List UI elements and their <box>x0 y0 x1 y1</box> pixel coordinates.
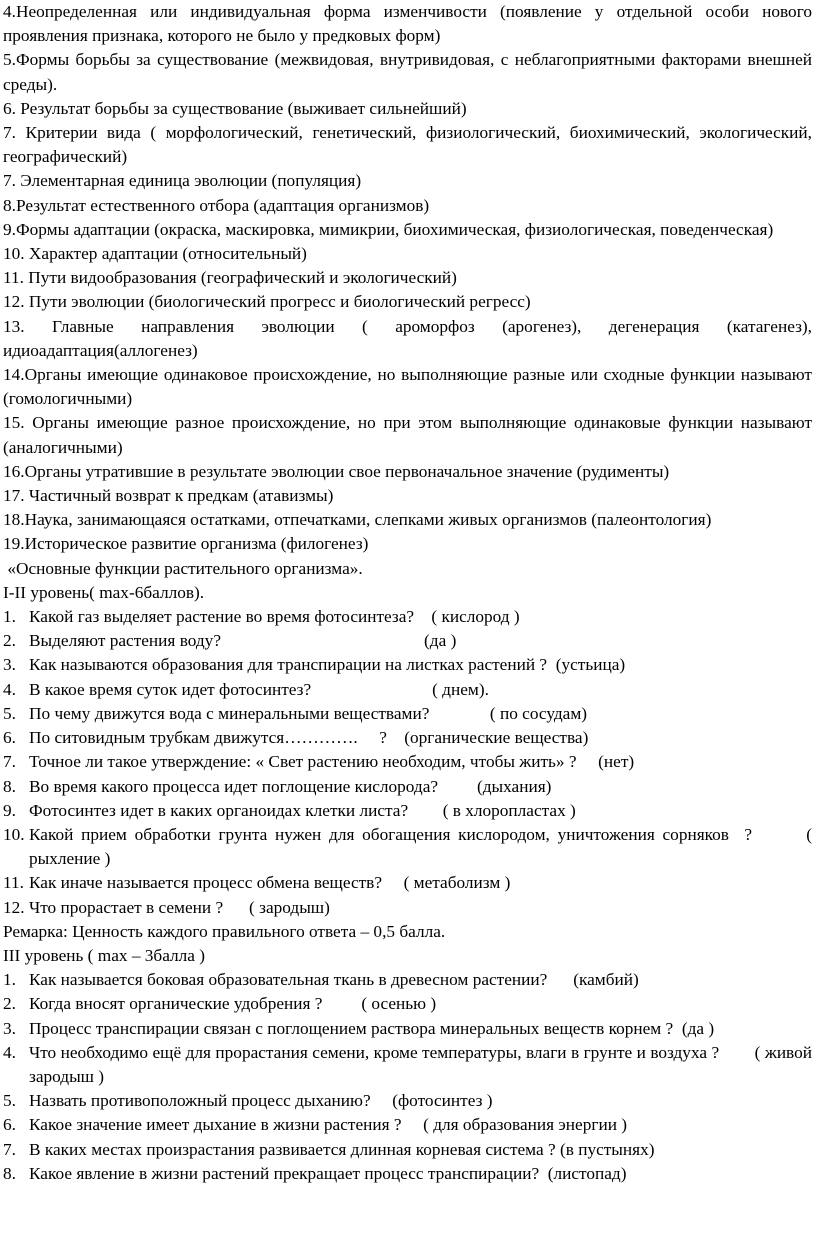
item-number: 4. <box>3 1042 16 1062</box>
list-item <box>3 605 812 629</box>
list-item <box>3 1162 812 1186</box>
list-item <box>3 775 812 799</box>
term-10: 10. Характер адаптации (относительный) <box>3 244 307 264</box>
term-4: 4.Неопределенная или индивидуальная форма изменчивости (появление у отдельной особи нового проявления признака, которого не было у предковых форм) <box>3 2 812 46</box>
list-item <box>3 1113 812 1137</box>
item-number: 6. <box>3 728 16 748</box>
list-item <box>3 871 812 895</box>
list-item <box>3 678 812 702</box>
item-number: 3. <box>3 1018 16 1038</box>
level3-questions <box>3 968 816 1186</box>
item-text: Процесс транспирации связан с поглощением раствора минеральных веществ корнем ? (да ) <box>29 1018 715 1038</box>
item-number: 8. <box>3 776 16 796</box>
item-text: Выделяют растения воду? (да ) <box>29 631 457 651</box>
term-16: 16.Органы утратившие в результате эволюции свое первоначальное значение (рудименты) <box>3 461 670 481</box>
item-number: 1. <box>3 607 16 627</box>
item-number: 2. <box>3 994 16 1014</box>
item-number: 1. <box>3 970 16 990</box>
item-text: Что прорастает в семени ? ( зародыш) <box>29 897 330 917</box>
section-title: «Основные функции растительного организма». <box>3 558 363 578</box>
list-item <box>3 799 812 823</box>
item-text: Какой прием обработки грунта нужен для обогащения кислородом, уничтожения сорняков ? ( рыхление ) <box>29 824 816 869</box>
list-item <box>3 1138 812 1162</box>
item-number: 5. <box>3 1091 16 1111</box>
term-15: 15. Органы имеющие разное происхождение, но при этом выполняющие одинаковые функции называют (аналогичными) <box>3 413 812 457</box>
item-text: Как называется боковая образовательная ткань в древесном растении? (камбий) <box>29 970 639 990</box>
list-item <box>3 1017 812 1041</box>
list-item <box>3 968 812 992</box>
item-text: Какое явление в жизни растений прекращает процесс транспирации? (листопад) <box>29 1163 627 1183</box>
level1-questions <box>3 605 816 920</box>
level1-title: I-II уровень( max-6баллов). <box>3 582 205 602</box>
item-number: 7. <box>3 1139 16 1159</box>
list-item <box>3 823 816 871</box>
list-item <box>3 750 812 774</box>
item-text: Какое значение имеет дыхание в жизни растения ? ( для образования энергии ) <box>29 1115 628 1135</box>
term-13: 13. Главные направления эволюции ( ароморфоз (арогенез), дегенерация (катагенез), идиоадаптация(аллогенез) <box>3 316 812 360</box>
terms-list <box>3 0 812 557</box>
item-text: Назвать противоположный процесс дыханию? (фотосинтез ) <box>29 1091 493 1111</box>
term-7b: 7. Элементарная единица эволюции (популяция) <box>3 171 362 191</box>
list-item <box>3 1089 812 1113</box>
item-number: 11. <box>3 873 24 893</box>
item-text: Точное ли такое утверждение: « Свет растению необходим, чтобы жить» ? (нет) <box>29 752 635 772</box>
item-text: Как называются образования для транспирации на листках растений ? (устьица) <box>29 655 626 675</box>
item-number: 9. <box>3 800 16 820</box>
item-text: Что необходимо ещё для прорастания семени, кроме температуры, влаги в грунте и воздуха ? ( живой зародыш ) <box>29 1042 816 1086</box>
list-item <box>3 702 812 726</box>
term-5: 5.Формы борьбы за существование (межвидовая, внутривидовая, с неблагоприятными факторами внешней среды). <box>3 50 812 94</box>
item-text: Фотосинтез идет в каких органоидах клетки листа? ( в хлоропластах ) <box>29 800 576 820</box>
item-number: 8. <box>3 1163 16 1183</box>
item-number: 4. <box>3 679 16 699</box>
remark: Ремарка: Ценность каждого правильного ответа – 0,5 балла. <box>3 921 446 941</box>
list-item <box>3 726 812 750</box>
term-6: 6. Результат борьбы за существование (выживает сильнейший) <box>3 98 467 118</box>
list-item <box>3 629 812 653</box>
term-11: 11. Пути видообразования (географический и экологический) <box>3 268 457 288</box>
item-number: 3. <box>3 655 16 675</box>
item-text: По чему движутся вода с минеральными веществами? ( по сосудам) <box>29 703 588 723</box>
term-18: 18.Наука, занимающаяся остатками, отпечатками, слепками живых организмов (палеонтология) <box>3 510 712 530</box>
term-9: 9.Формы адаптации (окраска, маскировка, мимикрии, биохимическая, физиологическая, поведенческая) <box>3 219 774 239</box>
item-number: 6. <box>3 1115 16 1135</box>
item-number: 7. <box>3 752 16 772</box>
item-number: 10. <box>3 824 25 844</box>
term-12: 12. Пути эволюции (биологический прогресс и биологический регресс) <box>3 292 531 312</box>
item-text: Когда вносят органические удобрения ? ( осенью ) <box>29 994 437 1014</box>
term-17: 17. Частичный возврат к предкам (атавизмы) <box>3 486 334 506</box>
list-item <box>3 1041 816 1089</box>
item-text: Какой газ выделяет растение во время фотосинтеза? ( кислород ) <box>29 607 520 627</box>
list-item <box>3 992 812 1016</box>
level3-title: III уровень ( max – 3балла ) <box>3 945 206 965</box>
list-item <box>3 896 812 920</box>
item-number: 2. <box>3 631 16 651</box>
term-19: 19.Историческое развитие организма (филогенез) <box>3 534 369 554</box>
item-number: 12. <box>3 897 25 917</box>
item-number: 5. <box>3 703 16 723</box>
item-text: В какое время суток идет фотосинтез? ( днем). <box>29 679 489 699</box>
list-item <box>3 653 812 677</box>
term-8: 8.Результат естественного отбора (адаптация организмов) <box>3 195 430 215</box>
item-text: Во время какого процесса идет поглощение кислорода? (дыхания) <box>29 776 552 796</box>
item-text: Как иначе называется процесс обмена веществ? ( метаболизм ) <box>29 873 511 893</box>
item-text: В каких местах произрастания развивается длинная корневая система ? (в пустынях) <box>29 1139 655 1159</box>
term-7a: 7. Критерии вида ( морфологический, генетический, физиологический, биохимический, экологический, географический) <box>3 123 812 167</box>
item-text: По ситовидным трубкам движутся…………. ? (органические вещества) <box>29 728 589 748</box>
term-14: 14.Органы имеющие одинаковое происхождение, но выполняющие разные или сходные функции называют (гомологичными) <box>3 365 812 409</box>
